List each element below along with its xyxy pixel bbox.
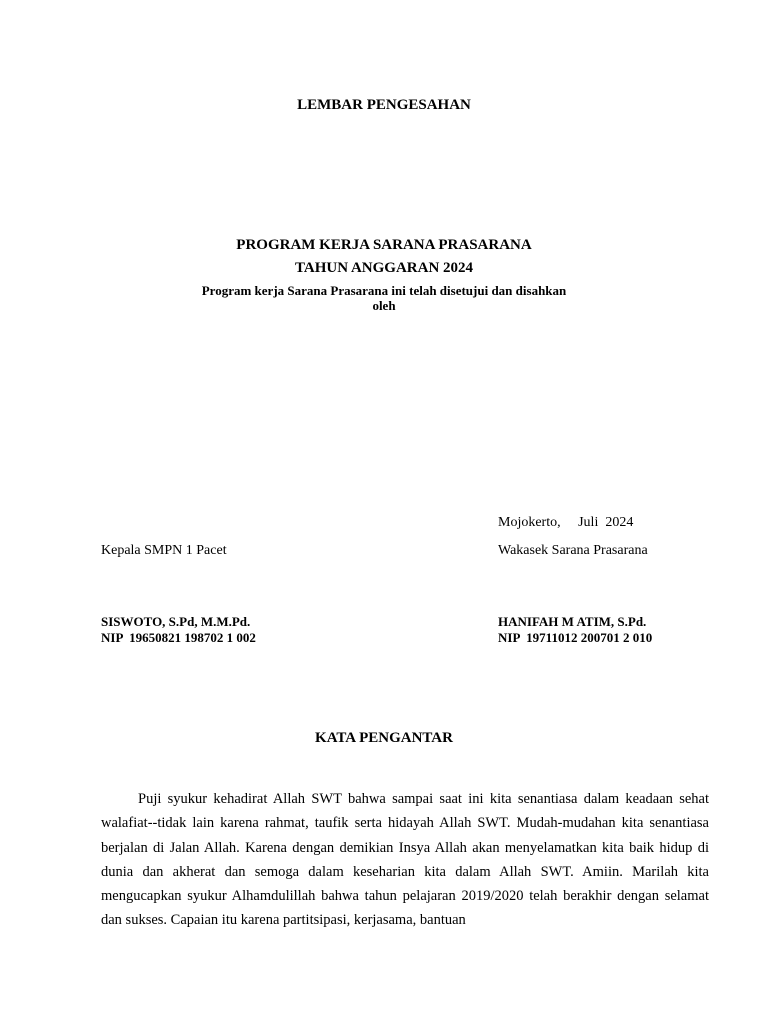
left-signatory-role: Kepala SMPN 1 Pacet [101, 543, 227, 558]
foreword-heading: KATA PENGANTAR [315, 730, 453, 746]
approval-statement-line2: oleh [372, 298, 396, 313]
approval-statement-line1: Program kerja Sarana Prasarana ini telah disetujui dan disahkan [201, 283, 567, 298]
year-title: TAHUN ANGGARAN 2024 [294, 260, 474, 276]
right-signatory-nip: NIP 19711012 200701 2 010 [498, 630, 653, 645]
approval-heading: LEMBAR PENGESAHAN [297, 97, 471, 113]
left-signatory-nip: NIP 19650821 198702 1 002 [101, 630, 256, 645]
place-date: Mojokerto, Juli 2024 [498, 515, 634, 530]
program-title: PROGRAM KERJA SARANA PRASARANA [236, 237, 532, 253]
right-signatory-role: Wakasek Sarana Prasarana [498, 543, 648, 558]
left-signatory-name: SISWOTO, S.Pd, M.M.Pd. [101, 614, 251, 629]
foreword-paragraph: Puji syukur kehadirat Allah SWT bahwa sampai saat ini kita senantiasa dalam keadaan sehat walafiat--tidak lain karena rahmat, taufik serta hidayah Allah SWT. Mudah-mudahan kita senantiasa berjalan di Jalan Allah. Karena dengan demikian Insya Allah akan menyelamatkan kita baik hidup di dunia dan akherat dan semoga dalam keseharian kita dalam Allah SWT. Amiin. Marilah kita mengucapkan syukur Alhamdulillah bahwa tahun pelajaran 2019/2020 telah berakhir dengan selamat dan sukses. Capaian itu karena partitsipasi, kerjasama, bantuan [101, 791, 709, 929]
right-signatory-name: HANIFAH M ATIM, S.Pd. [498, 614, 647, 629]
